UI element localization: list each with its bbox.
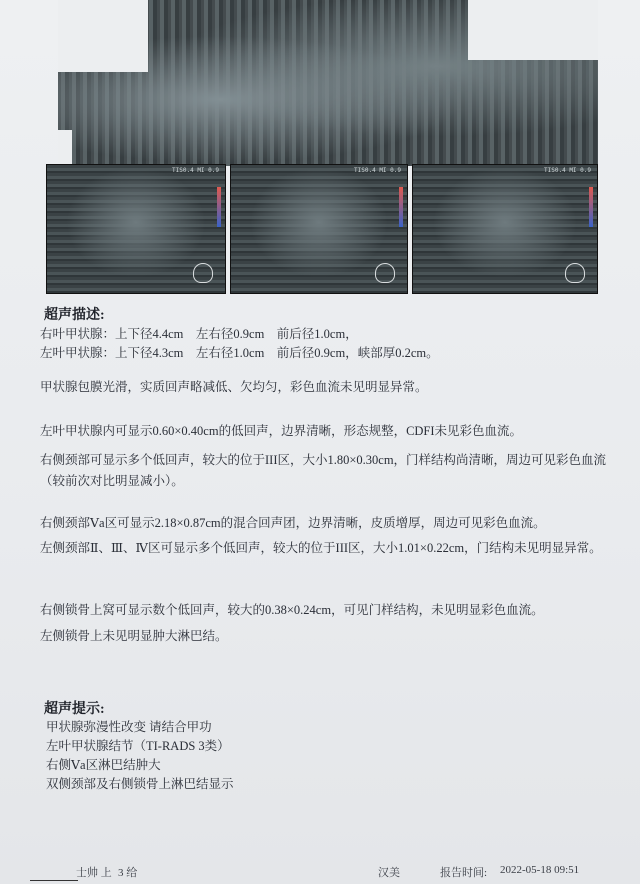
report-time-value: 2022-05-18 09:51 <box>500 864 580 876</box>
color-scale-bar <box>589 187 593 227</box>
conclusion-title: 超声提示: <box>44 702 105 717</box>
color-scale-bar <box>217 187 221 227</box>
report-time-label: 报告时间: <box>440 867 488 879</box>
ultrasound-thumbnail-2 <box>230 164 408 294</box>
ultrasound-thumbnail-3 <box>412 164 598 294</box>
body-marker-icon <box>375 263 395 283</box>
finding-left-lobe-nodule: 左叶甲状腺内可显示0.60×0.40cm的低回声，边界清晰，形态规整，CDFI未见彩色血流。 <box>40 424 523 438</box>
footer-signature-mid: 3 给 <box>118 867 138 879</box>
body-marker-icon <box>565 263 585 283</box>
right-lobe-measurement: 右叶甲状腺：上下径4.4cm 左右径0.9cm 前后径1.0cm， <box>40 327 358 341</box>
conclusion-item: 左叶甲状腺结节（TI-RADS 3类） <box>46 739 230 753</box>
conclusion-item: 双侧颈部及右侧锁骨上淋巴结显示 <box>46 777 234 791</box>
finding-right-supraclavicular: 右侧锁骨上窝可显示数个低回声，较大的0.38×0.24cm，可见门样结构，未见明显彩色血流。 <box>40 603 544 617</box>
conclusion-item: 右侧Ⅴa区淋巴结肿大 <box>46 758 161 772</box>
finding-right-va-mass: 右侧颈部Ⅴa区可显示2.18×0.87cm的混合回声团，边界清晰，皮质增厚，周边可见彩色血流。 <box>40 516 546 530</box>
ultrasound-image-wide <box>58 0 598 166</box>
ultrasound-thumbnail-1 <box>46 164 226 294</box>
footer-signature-left: 士帅 上 <box>76 867 112 879</box>
left-lobe-measurement: 左叶甲状腺：上下径4.3cm 左右径1.0cm 前后径0.9cm，峡部厚0.2cm。 <box>40 346 439 360</box>
finding-right-neck-nodes: 右侧颈部可显示多个低回声，较大的位于III区，大小1.80×0.30cm，门样结构尚清晰，周边可见彩色血流（较前次对比明显减小）。 <box>40 453 607 488</box>
scan-header: TIS0.4 MI 0.9 <box>172 167 219 174</box>
finding-left-supraclavicular: 左侧锁骨上未见明显肿大淋巴结。 <box>40 629 228 643</box>
finding-left-neck-nodes: 左侧颈部Ⅱ、Ⅲ、Ⅳ区可显示多个低回声，较大的位于III区，大小1.01×0.22cm，门结构未见明显异常。 <box>40 541 602 555</box>
scan-header: TIS0.4 MI 0.9 <box>354 167 401 174</box>
scan-header: TIS0.4 MI 0.9 <box>544 167 591 174</box>
signature-line <box>30 880 78 881</box>
footer-doctor: 汉美 <box>378 867 400 879</box>
description-title: 超声描述: <box>44 308 105 323</box>
conclusion-item: 甲状腺弥漫性改变 请结合甲功 <box>46 720 212 734</box>
finding-capsule: 甲状腺包膜光滑，实质回声略减低、欠均匀，彩色血流未见明显异常。 <box>40 380 428 394</box>
body-marker-icon <box>193 263 213 283</box>
color-scale-bar <box>399 187 403 227</box>
